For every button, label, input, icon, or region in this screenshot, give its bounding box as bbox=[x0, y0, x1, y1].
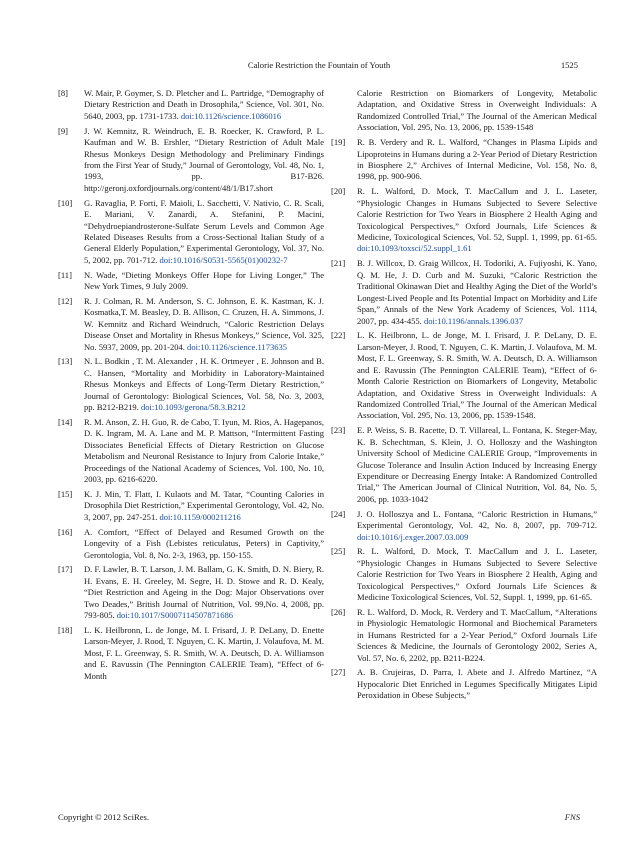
reference-text: R. B. Verdery and R. L. Walford, “Changes in Plasma Lipids and Lipoproteins in Humans during a 2-Year Period of Dietary Restriction in Biosphere 2,” Archives of Internal Medicine, Vol. 158, No. 8, 1998, pp. 900-906. bbox=[357, 137, 597, 182]
reference-number: [22] bbox=[331, 330, 346, 341]
reference-text: R. L. Walford, D. Mock, T. MacCallum and J. L. Laseter, “Physiologic Changes in Humans Subjected to Severe Selective Calorie Restriction for Two Years in Biosphere 2 Health Aging and Toxicological Perspectives,” Oxford Journals, Life Sciences & Medicine, Toxicological Sciences, Vol. 52, Suppl. 1, 1999, pp. 61-65. bbox=[357, 186, 597, 243]
reference-number: [13] bbox=[58, 356, 73, 367]
reference-number: [27] bbox=[331, 667, 346, 678]
reference-number: [23] bbox=[331, 425, 346, 436]
reference-item bbox=[58, 296, 324, 353]
page-number: 1525 bbox=[560, 60, 578, 70]
reference-number: [12] bbox=[58, 295, 73, 306]
reference-number: [15] bbox=[58, 489, 73, 500]
reference-text: L. K. Heilbronn, L. de Jonge, M. I. Frisard, J. P. DeLany, D. Enette Larson-Meyer, J. Rood, T. Nguyen, C. K. Martin, J. Volaufova, M. M. Most, F. L. Greenway, S. R. Smith, W. A. Deutsch, D. A. Williamson and E. Ravussin (The Pennington CALERIE Team), “Effect of 6-Month bbox=[84, 624, 324, 681]
reference-text: R. L. Walford, D. Mock, T. MacCallum and J. L. Laseter, “Physiologic Changes in Humans Subjected to Severe Selective Calorie Restriction for Two Years in Biosphere 2 Health, Aging and Toxicological Perspectives,” Oxford Journals Life Sciences & Medicine Toxicological Sciences, Vol. 52, Suppl. 1, 1999, pp. 61-65. bbox=[357, 546, 597, 603]
reference-item bbox=[58, 88, 324, 122]
reference-number: [18] bbox=[58, 624, 73, 635]
reference-number: [11] bbox=[58, 269, 72, 280]
reference-link[interactable]: doi:10.1093/toxsci/52.suppl_1.61 bbox=[357, 243, 472, 254]
reference-text: J. O. Holloszya and L. Fontana, “Caloric Restriction in Humans,” Experimental Gerontology, Vol. 42, No. 8, 2007, pp. 709-712. bbox=[357, 508, 597, 531]
reference-number: [17] bbox=[58, 564, 73, 575]
reference-item bbox=[58, 126, 324, 195]
reference-item bbox=[331, 607, 597, 664]
reference-text: E. P. Weiss, S. B. Racette, D. T. Villareal, L. Fontana, K. Steger-May, K. B. Schechtman, S. Klein, J. O. Holloszy and the Washington University School of Medicine CALERIE Group, “Improvements in Glucose Tolerance and Insulin Action Induced by Increasing Energy Expenditure or Decreasing Energy Intake: A Randomized Controlled Trial,” The American Journal of Clinical Nutrition, Vol. 84, No. 5, 2006, pp. 1033-1042 bbox=[357, 425, 597, 504]
reference-text: G. Ravaglia, P. Forti, F. Maioli, L. Sacchetti, V. Nativio, C. R. Scali, E. Mariani, V. Zanardi, A. Stefanini, P. Macini, “Dehydroepiandrosterone-Sulfate Serum Levels and Common Age Related Diseases Results from a Cross-Sectional Italian Study of a General Elderly Population,” Experimental Gerontology, Vol. 37, No. 5, 2002, pp. 701-712. bbox=[84, 197, 324, 265]
reference-item bbox=[331, 186, 597, 255]
reference-item bbox=[58, 270, 324, 293]
reference-text: K. J. Min, T. Flatt, I. Kulaots and M. Tatar, “Counting Calories in Drosophila Diet Restriction,” Experimental Gerontology, Vol. 42, No. 3, 2007, pp. 247-251. bbox=[84, 489, 324, 522]
reference-item bbox=[331, 546, 597, 603]
reference-number: [24] bbox=[331, 508, 346, 519]
page-header bbox=[0, 60, 638, 74]
reference-link[interactable]: doi:10.1016/S0531-5565(01)00232-7 bbox=[159, 254, 288, 265]
reference-text: L. K. Heilbronn, L. de Jonge, M. I. Frisard, J. P. DeLany, D. E. Larson-Meyer, J. Rood, T. Nguyen, C. K. Martin, J. Volaufova, M. M. Most, F. L. Greenway, S. R. Smith, W. A. Deutsch, D. A. Williamson and E. Ravussin (The Pennington CALERIE Team), “Effect of 6-Month Calorie Restriction on Biomarkers of Longevity, Metabolic Adaptation, and Oxidative Stress in Overweight Individuals: A Randomized Controlled Trial,” The Journal of the American Medical Association, Vol. 295, No. 13, 2006, pp. 1539-1548. bbox=[357, 330, 597, 421]
reference-item bbox=[331, 88, 597, 134]
reference-text: J. W. Kemnitz, R. Weindruch, E. B. Roecker, K. Crawford, P. L. Kaufman and W. B. Ershler, “Dietary Restriction of Adult Male Rhesus Monkeys Design Methodology and Preliminary Findings from the First Year of Study,” Journal of Gerontology, Vol. 48, No. 1, 1993, pp. B17-B26. bbox=[84, 125, 324, 182]
reference-item bbox=[331, 425, 597, 505]
running-title: Calorie Restriction the Fountain of Youth bbox=[247, 60, 391, 70]
reference-text: R. J. Colman, R. M. Anderson, S. C. Johnson, E. K. Kastman, K. J. Kosmatka,T. M. Beasley, D. B. Allison, C. Cruzen, H. A. Simmons, J. W. Kemnitz and Richard Weindruch, “Caloric Restriction Delays Disease Onset and Mortality in Rhesus Monkeys,” Science, Vol. 325, No. 5937, 2009, pp. 201-204. bbox=[84, 295, 324, 352]
reference-link[interactable]: doi:10.1017/S0007114507871686 bbox=[116, 610, 234, 621]
reference-text: W. Mair, P. Goymer, S. D. Pletcher and L. Partridge, “Demography of Dietary Restriction and Death in Drosophila,” Science, Vol. 301, No. 5640, 2003, pp. 1731-1733. bbox=[84, 88, 324, 121]
reference-number: [9] bbox=[58, 125, 68, 136]
reference-number: [19] bbox=[331, 137, 346, 148]
reference-item bbox=[331, 509, 597, 543]
reference-text: A. B. Crujeiras, D. Parra, I. Abete and J. Alfredo Martínez, “A Hypocaloric Diet Enriched in Legumes Specifically Mitigates Lipid Peroxidation in Obese Subjects,” bbox=[357, 667, 597, 701]
reference-link[interactable]: doi:10.1126/science.1173635 bbox=[187, 341, 288, 352]
reference-text: N. Wade, “Dieting Monkeys Offer Hope for Living Longer,” The New York Times, 9 July 2009. bbox=[84, 269, 324, 292]
reference-link[interactable]: doi:10.1126/science.1086016 bbox=[180, 110, 282, 121]
reference-item bbox=[58, 417, 324, 486]
reference-number: [20] bbox=[331, 186, 346, 197]
reference-number: [14] bbox=[58, 417, 73, 428]
reference-link[interactable]: http://geronj.oxfordjournals.org/content/48/1/B17.short bbox=[84, 182, 274, 193]
reference-item bbox=[58, 625, 324, 682]
reference-item bbox=[58, 356, 324, 413]
reference-text: R. L. Walford, D. Mock, R. Verdery and T. MacCallum, “Alterations in Physiologic Hematologic Hormonal and Biochemical Parameters in Humans Restricted for a 2-Year Period,” Oxford Journals Life Sciences & Medicine, the Journals of Gerontology 2002, Series A, Vol. 57, No. 6, 2202, pp. B211-B224. bbox=[357, 606, 597, 663]
reference-number: [21] bbox=[331, 258, 346, 269]
reference-column-left bbox=[58, 88, 324, 685]
reference-number: [8] bbox=[58, 88, 68, 98]
reference-item bbox=[58, 198, 324, 267]
reference-text: R. M. Anson, Z. H. Guo, R. de Cabo, T. Iyun, M. Rios, A. Hagepanos, D. K. Ingram, M. A. Lane and M. P. Mattson, “Intermittent Fasting Dissociates Beneficial Effects of Dietary Restriction on Glucose Metabolism and Neuronal Resistance to Injury from Calorie Intake,” Proceedings of the National Academy of Sciences, Vol. 100, No. 10, 2003, pp. 6216-6220. bbox=[84, 417, 324, 485]
reference-item bbox=[331, 330, 597, 422]
reference-number: [10] bbox=[58, 197, 73, 208]
reference-item bbox=[58, 564, 324, 621]
reference-item bbox=[58, 489, 324, 523]
copyright-notice: Copyright © 2012 SciRes. bbox=[58, 812, 150, 822]
reference-item bbox=[331, 667, 597, 701]
reference-item bbox=[58, 527, 324, 561]
reference-text: B. J. Willcox, D. Graig Willcox, H. Todoriki, A. Fujiyoshi, K. Yano, Q. M. He, J. D. Curb and M. Suzuki, “Caloric Restriction the Traditional Okinawan Diet and Healthy Aging the Diet of the World’s Longest-Lived People and Its Potential Impact on Morbidity and Life Span,” Annals of the New York Academy of Sciences, Vol. 1114, 2007, pp. 434-455. bbox=[357, 258, 597, 326]
reference-text: A. Comfort, “Effect of Delayed and Resumed Growth on the Longevity of a Fish (Lebistes reticulatus, Peters) in Captivity,” Gerontologia, Vol. 8, No. 2-3, 1963, pp. 150-155. bbox=[84, 526, 324, 560]
reference-column-right bbox=[331, 88, 597, 705]
reference-item bbox=[331, 258, 597, 327]
reference-link[interactable]: doi:10.1016/j.exger.2007.03.009 bbox=[357, 531, 469, 542]
reference-number: [26] bbox=[331, 606, 346, 617]
reference-text: Calorie Restriction on Biomarkers of Longevity, Metabolic Adaptation, and Oxidative Stress in Overweight Individuals: A Randomized Controlled Trial,” The Journal of the American Medical Association, Vol. 295, No. 13, 2006, pp. 1539-1548 bbox=[357, 88, 597, 133]
reference-number: [25] bbox=[331, 546, 346, 557]
page-footer bbox=[58, 812, 580, 826]
journal-abbrev: FNS bbox=[564, 812, 580, 822]
reference-text: D. F. Lawler, B. T. Larson, J. M. Ballam, G. K. Smith, D. N. Biery, R. H. Evans, E. H. Greeley, M. Segre, H. D. Stowe and R. D. Kealy, “Diet Restriction and Ageing in the Dog: Major Observations over Two Deades,” British Journal of Nutrition, Vol. 99,No. 4, 2008, pp. 793-805. bbox=[84, 564, 324, 621]
reference-item bbox=[331, 137, 597, 183]
reference-link[interactable]: doi:10.1196/annals.1396.037 bbox=[423, 315, 524, 326]
reference-number: [16] bbox=[58, 526, 73, 537]
reference-link[interactable]: doi:10.1159/000211216 bbox=[159, 511, 241, 522]
reference-text: N. L. Bodkin , T. M. Alexander , H. K. Ortmeyer , E. Johnson and B. C. Hansen, “Mortality and Morbidity in Laboratory-Maintained Rhesus Monkeys and Effects of Long-Term Dietary Restriction,” Journal of Gerontology: Biological Sciences, Vol. 58, No. 3, 2003, pp. B212-B219. bbox=[84, 356, 324, 413]
reference-link[interactable]: doi:10.1093/gerona/58.3.B212 bbox=[140, 402, 246, 413]
